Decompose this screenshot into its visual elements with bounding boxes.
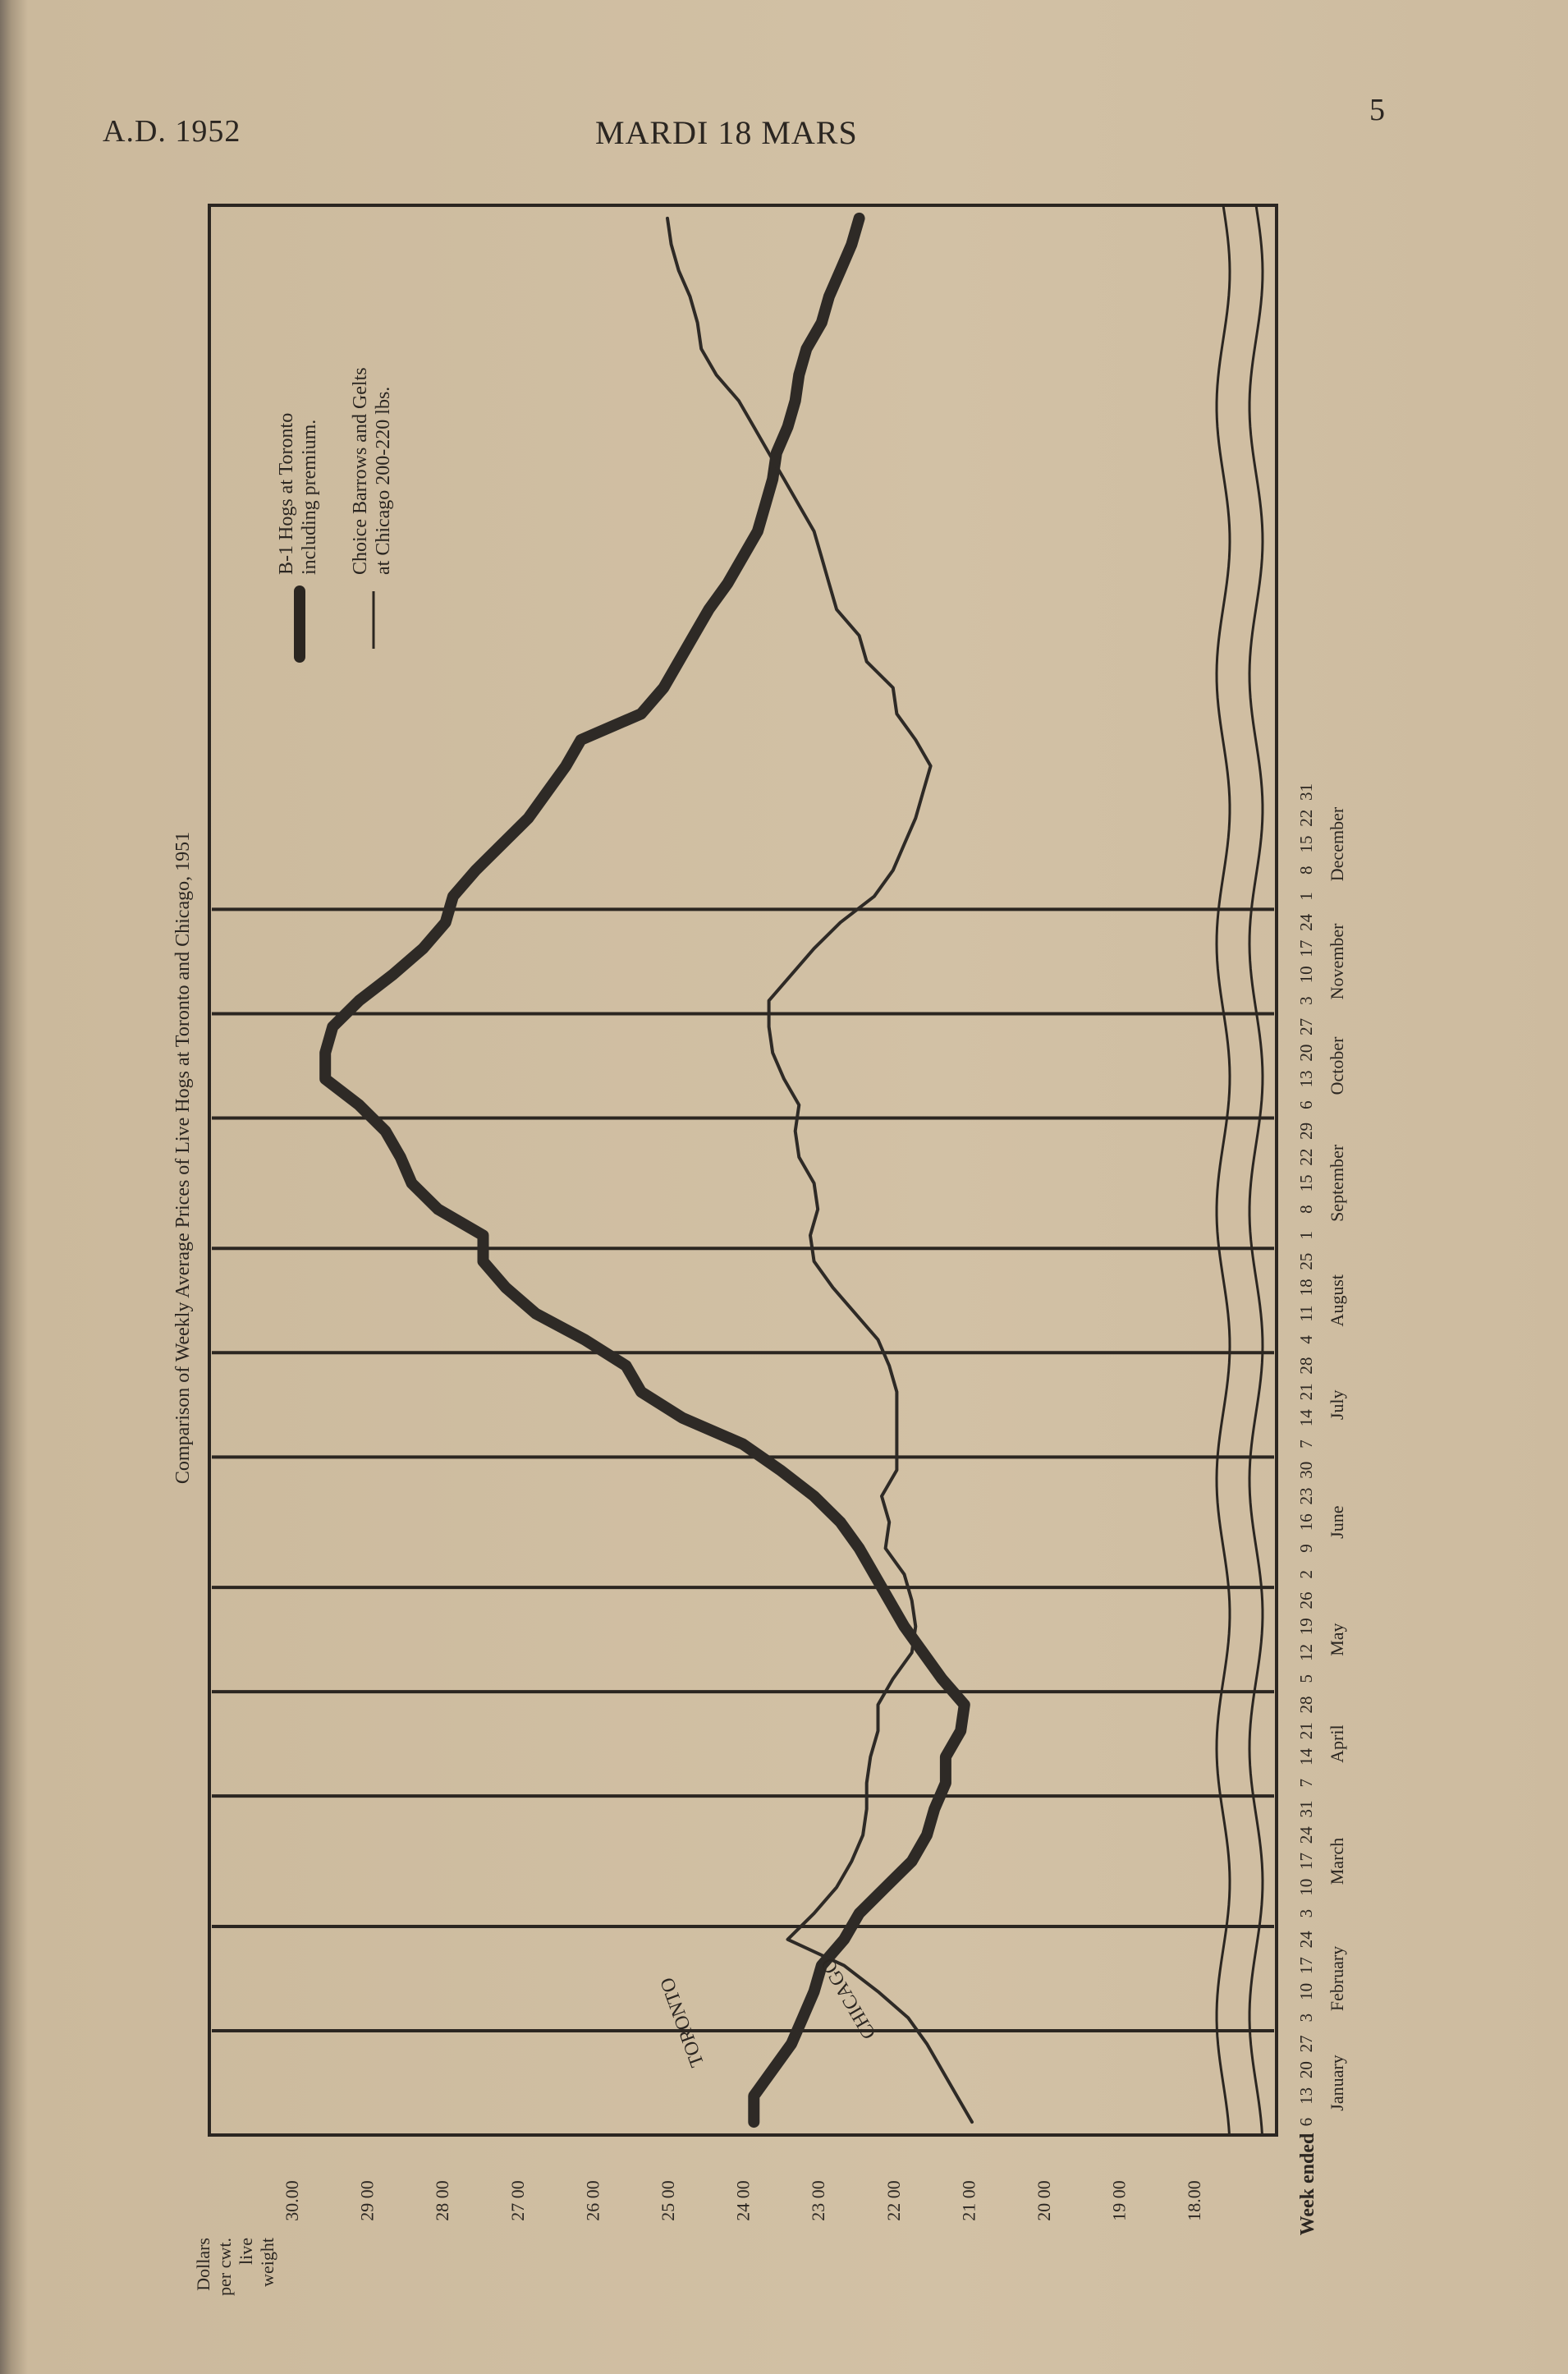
week-tick-label: 26 [1296,1591,1316,1609]
y-tick-label: 20 00 [1033,2180,1054,2221]
week-tick-label: 15 [1296,1174,1316,1192]
y-axis-label: live [236,2238,256,2265]
week-tick-label: 20 [1296,1044,1316,1062]
week-tick-label: 28 [1296,1696,1316,1714]
week-tick-label: 13 [1296,2087,1316,2105]
legend-label-toronto-2: including premium. [299,419,320,575]
week-tick-label: 7 [1296,1440,1316,1449]
y-tick-label: 23 00 [808,2180,829,2221]
week-tick-label: 9 [1296,1544,1316,1553]
week-tick-label: 28 [1296,1357,1316,1375]
week-tick-label: 15 [1296,835,1316,853]
week-tick-label: 17 [1296,1853,1316,1871]
series-label-toronto: TORONTO [656,1974,709,2070]
week-tick-label: 3 [1296,2013,1316,2023]
week-tick-label: 27 [1296,1017,1316,1035]
series-label-chicago: CHICAGO [817,1954,881,2043]
month-label: February [1327,1945,1347,2012]
week-tick-label: 22 [1296,809,1316,827]
week-tick-label: 24 [1296,1931,1316,1949]
legend-label-toronto: B-1 Hogs at Toronto [276,412,297,575]
month-label: April [1327,1724,1347,1763]
y-tick-label: 21 00 [958,2180,979,2221]
y-axis-label: weight [257,2238,277,2287]
week-tick-label: 24 [1296,913,1316,931]
y-tick-label: 18.00 [1184,2180,1205,2221]
week-tick-label: 10 [1296,1878,1316,1896]
y-tick-label: 26 00 [582,2180,603,2221]
week-tick-label: 19 [1296,1618,1316,1636]
week-tick-label: 13 [1296,1070,1316,1088]
y-axis-label: per cwt. [214,2238,235,2296]
header-date: MARDI 18 MARS [595,114,858,151]
week-tick-label: 6 [1296,1100,1316,1109]
month-label: September [1327,1144,1347,1222]
week-tick-label: 10 [1296,1982,1316,2000]
week-tick-label: 1 [1296,1231,1316,1240]
week-tick-label: 16 [1296,1513,1316,1531]
month-label: December [1327,806,1347,882]
month-label: May [1327,1623,1347,1656]
week-tick-label: 22 [1296,1148,1316,1166]
month-gridlines [212,909,1274,2031]
week-tick-label: 31 [1296,783,1316,801]
y-tick-label: 24 00 [732,2180,754,2221]
month-label: November [1327,923,1347,1000]
y-tick-label: 19 00 [1108,2180,1130,2221]
week-tick-label: 2 [1296,1569,1316,1579]
week-tick-label: 3 [1296,1908,1316,1918]
month-label: August [1327,1274,1347,1327]
week-tick-label: 14 [1296,1748,1316,1766]
week-tick-label: 25 [1296,1252,1316,1270]
month-label: October [1327,1036,1347,1095]
y-tick-label: 28 00 [432,2180,453,2221]
axis-break-wave [1249,205,1263,2135]
legend-label-chicago: Choice Barrows and Gelts [350,367,371,575]
week-tick-label: 30 [1296,1461,1316,1479]
week-tick-label: 31 [1296,1800,1316,1818]
week-tick-label: 24 [1296,1826,1316,1844]
y-tick-label: 29 00 [356,2180,378,2221]
page-number: 5 [1369,93,1386,127]
month-label: July [1327,1389,1347,1421]
week-tick-label: 8 [1296,1205,1316,1214]
axis-break-wave [1217,205,1230,2135]
week-tick-label: 12 [1296,1644,1316,1661]
week-tick-label: 1 [1296,892,1316,901]
series-lines [325,218,972,2122]
month-label: June [1327,1505,1347,1539]
month-label: January [1327,2055,1347,2111]
week-tick-label: 7 [1296,1779,1316,1788]
y-tick-label: 27 00 [507,2180,528,2221]
week-tick-label: 10 [1296,966,1316,984]
week-tick-label: 5 [1296,1674,1316,1683]
week-tick-label: 20 [1296,2061,1316,2079]
week-tick-label: 6 [1296,2117,1316,2127]
y-tick-label: 22 00 [883,2180,904,2221]
week-tick-label: 3 [1296,996,1316,1005]
y-tick-label: 25 00 [657,2180,678,2221]
week-tick-label: 17 [1296,1957,1316,1975]
legend-label-chicago-2: at Chicago 200-220 lbs. [373,386,394,575]
week-tick-label: 4 [1296,1335,1316,1344]
week-tick-label: 14 [1296,1409,1316,1427]
chart-title: Comparison of Weekly Average Prices of Live Hogs at Toronto and Chicago, 1951 [172,831,194,1485]
week-tick-label: 17 [1296,939,1316,957]
week-tick-label: 23 [1296,1487,1316,1505]
week-tick-label: 21 [1296,1383,1316,1401]
week-tick-label: 8 [1296,866,1316,875]
y-axis-label: Dollars [193,2238,213,2291]
week-tick-label: 27 [1296,2035,1316,2053]
y-tick-label: 30.00 [281,2180,302,2221]
header-year: A.D. 1952 [103,114,241,149]
series-line-toronto [325,218,965,2122]
month-label: March [1327,1837,1347,1885]
week-tick-label: 11 [1296,1305,1316,1322]
week-tick-label: 18 [1296,1279,1316,1297]
week-tick-label: 29 [1296,1122,1316,1140]
week-tick-label: 21 [1296,1722,1316,1740]
x-axis-label: Week ended [1297,2133,1318,2236]
chart-labels [172,367,1347,2295]
